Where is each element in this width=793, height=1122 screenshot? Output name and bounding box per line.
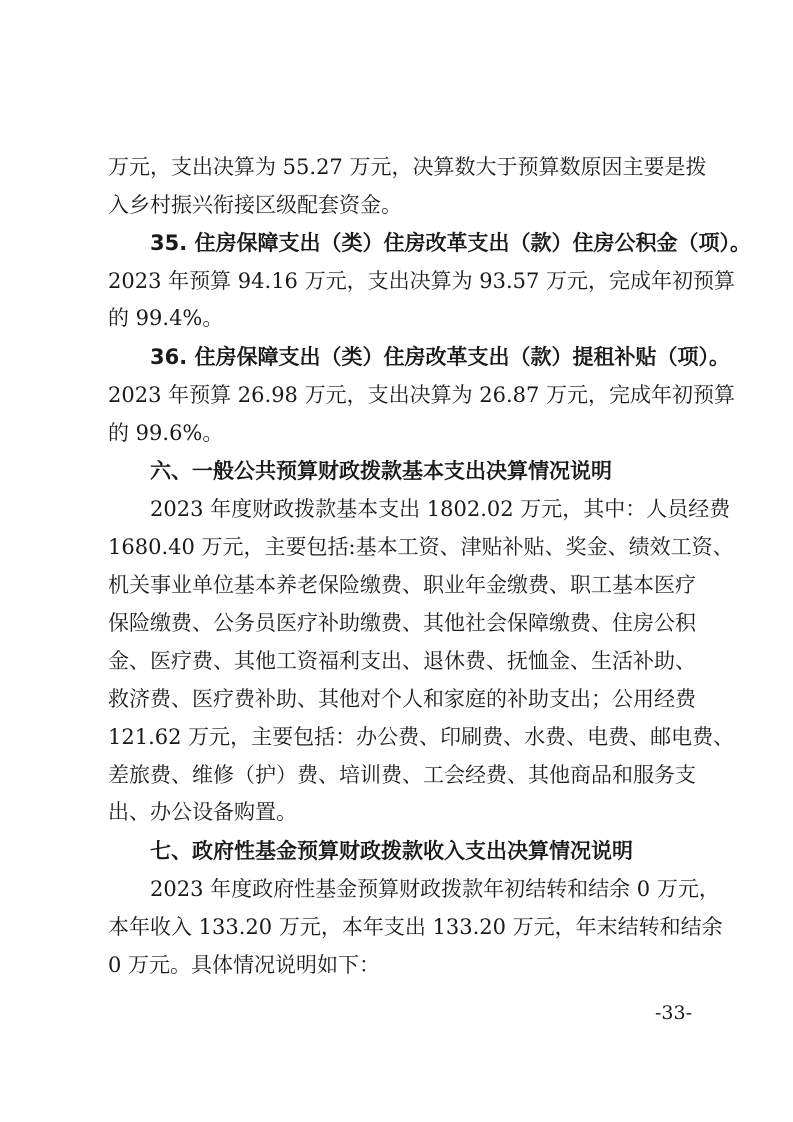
paragraph-line: 的 99.6%。 — [108, 421, 224, 445]
paragraph-line: 万元，支出决算为 55.27 万元，决算数大于预算数原因主要是拨 — [108, 155, 707, 179]
paragraph-line: 2023 年度政府性基金预算财政拨款年初结转和结余 0 万元， — [150, 877, 720, 901]
paragraph-line: 救济费、医疗费补助、其他对个人和家庭的补助支出；公用经费 — [108, 687, 696, 711]
paragraph-line: 0 万元。具体情况说明如下： — [108, 953, 381, 977]
paragraph-line: 2023 年预算 26.98 万元，支出决算为 26.87 万元，完成年初预算 — [108, 383, 736, 407]
paragraph-line: 差旅费、维修（护）费、培训费、工会经费、其他商品和服务支 — [108, 763, 696, 787]
paragraph-line: 121.62 万元，主要包括：办公费、印刷费、水费、电费、邮电费、 — [108, 725, 735, 749]
paragraph-line: 保险缴费、公务员医疗补助缴费、其他社会保障缴费、住房公积 — [108, 611, 696, 635]
paragraph-line: 金、医疗费、其他工资福利支出、退休费、抚恤金、生活补助、 — [108, 649, 696, 673]
paragraph-line: 出、办公设备购置。 — [108, 800, 297, 824]
section-7-heading: 七、政府性基金预算财政拨款收入支出决算情况说明 — [150, 839, 633, 863]
paragraph-line: 2023 年度财政拨款基本支出 1802.02 万元，其中：人员经费 — [150, 497, 731, 521]
paragraph-line: 2023 年预算 94.16 万元，支出决算为 93.57 万元，完成年初预算 — [108, 269, 736, 293]
section-6-heading: 六、一般公共预算财政拨款基本支出决算情况说明 — [150, 459, 612, 483]
paragraph-line: 1680.40 万元，主要包括:基本工资、津贴补贴、奖金、绩效工资、 — [108, 535, 734, 559]
paragraph-line: 的 99.4%。 — [108, 306, 224, 330]
paragraph-line: 本年收入 133.20 万元，本年支出 133.20 万元，年末结转和结余 — [108, 915, 723, 939]
item-35-heading: 35. 住房保障支出（类）住房改革支出（款）住房公积金（项）。 — [150, 231, 752, 255]
page-number: -33- — [655, 1002, 693, 1024]
paragraph-line: 机关事业单位基本养老保险缴费、职业年金缴费、职工基本医疗 — [108, 573, 696, 597]
item-36-heading: 36. 住房保障支出（类）住房改革支出（款）提租补贴（项）。 — [150, 345, 731, 369]
paragraph-line: 入乡村振兴衔接区级配套资金。 — [108, 193, 402, 217]
